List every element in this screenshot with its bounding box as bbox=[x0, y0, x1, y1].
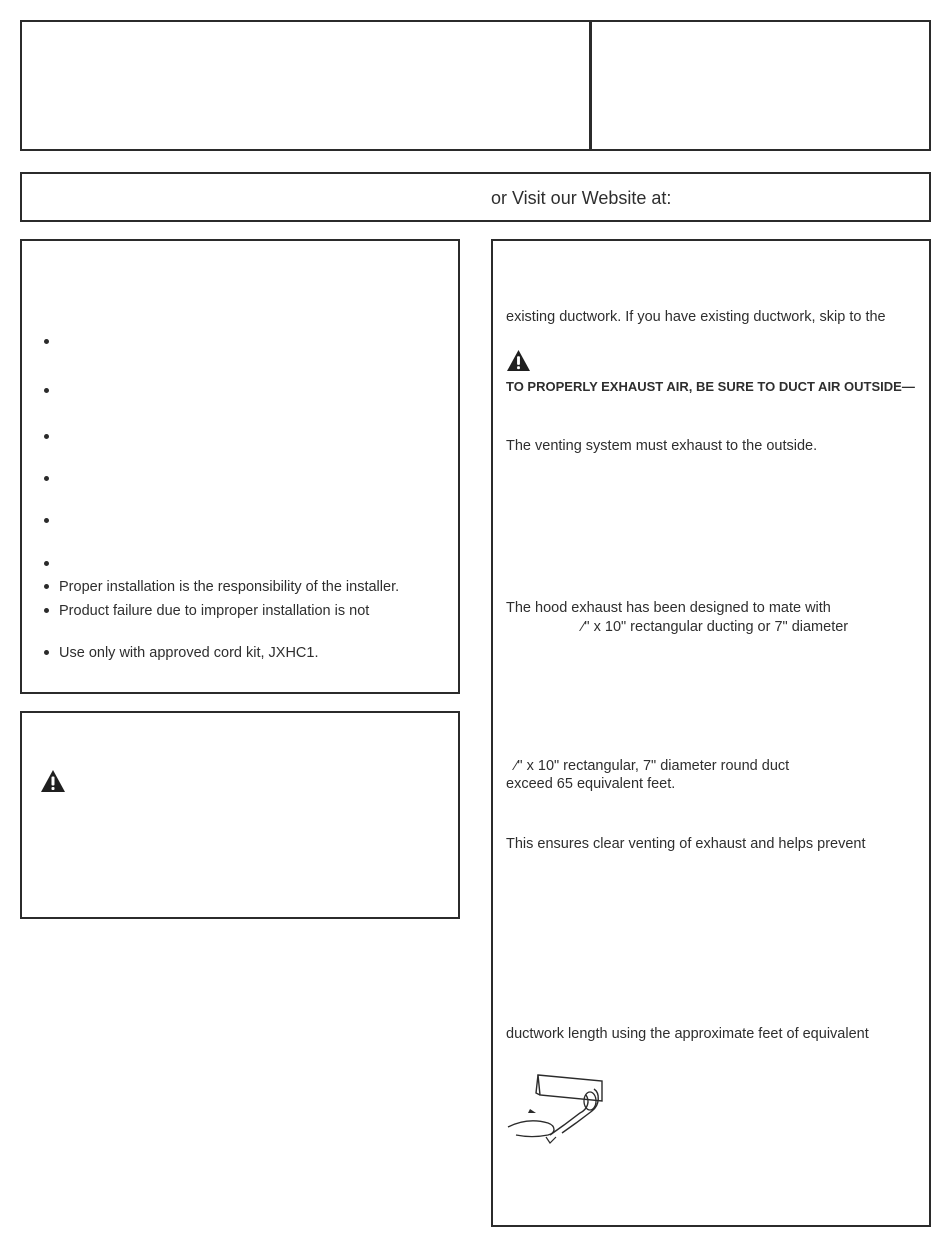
clear-venting-line: This ensures clear venting of exhaust and helps prevent bbox=[506, 836, 866, 852]
installation-notes-panel bbox=[20, 239, 460, 694]
hood-exhaust-line-1: The hood exhaust has been designed to mate with bbox=[506, 600, 831, 616]
venting-requirements-panel bbox=[491, 239, 931, 1227]
duct-size-line-1: ⁄" x 10" rectangular, 7" diameter round duct bbox=[515, 758, 790, 774]
bullet-dot bbox=[44, 518, 49, 523]
duct-cutting-illustration bbox=[506, 1071, 606, 1146]
website-bar-text: or Visit our Website at: bbox=[491, 188, 672, 208]
warning-triangle-icon bbox=[506, 349, 531, 372]
warning-triangle-icon bbox=[40, 769, 66, 793]
duct-size-line-2: exceed 65 equivalent feet. bbox=[506, 776, 676, 792]
bullet-dot bbox=[44, 561, 49, 566]
bullet-dot bbox=[44, 339, 49, 344]
bullet-dot bbox=[44, 476, 49, 481]
existing-ductwork-line: existing ductwork. If you have existing ductwork, skip to the bbox=[506, 309, 886, 325]
venting-system-line: The venting system must exhaust to the outside. bbox=[506, 438, 818, 454]
website-bar bbox=[20, 172, 931, 222]
bullet-proper-installation: Proper installation is the responsibility of the installer. bbox=[59, 579, 400, 595]
bullet-product-failure: Product failure due to improper installation is not bbox=[59, 603, 370, 619]
bullet-dot bbox=[44, 388, 49, 393]
bullet-dot bbox=[44, 650, 49, 655]
bullet-dot bbox=[44, 584, 49, 589]
bullet-dot bbox=[44, 434, 49, 439]
ductwork-length-line: ductwork length using the approximate feet of equivalent bbox=[506, 1026, 869, 1042]
exhaust-warning-caps: TO PROPERLY EXHAUST AIR, BE SURE TO DUCT AIR OUTSIDE— bbox=[506, 379, 915, 394]
bullet-cord-kit: Use only with approved cord kit, JXHC1. bbox=[59, 645, 319, 661]
header-right-box bbox=[589, 20, 931, 151]
warning-panel bbox=[20, 711, 460, 919]
bullet-dot bbox=[44, 608, 49, 613]
hood-exhaust-line-2: ⁄" x 10" rectangular ducting or 7" diameter bbox=[582, 619, 849, 635]
header-left-box bbox=[20, 20, 592, 151]
